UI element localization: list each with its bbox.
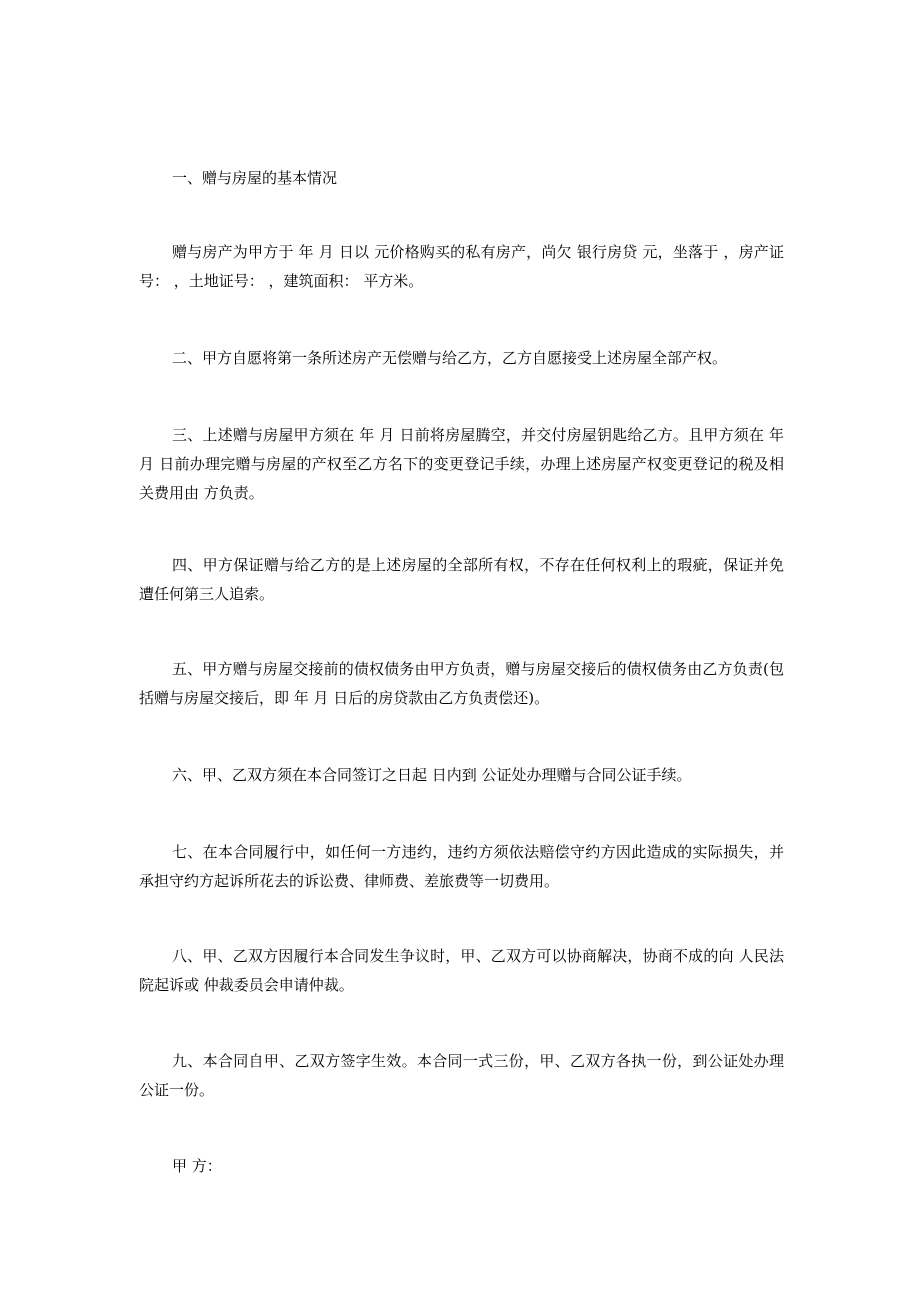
paragraph-clause-6: 六、甲、乙双方须在本合同签订之日起 日内到 公证处办理赠与合同公证手续。 bbox=[172, 766, 692, 784]
paragraph-clause-5: 五、甲方赠与房屋交接前的债权债务由甲方负责，赠与房屋交接后的债权债务由乙方负责(包括赠与房屋交接后，即 年 月 日后的房贷款由乙方负责偿还)。 bbox=[139, 660, 784, 707]
paragraph-property-details: 赠与房产为甲方于 年 月 日以 元价格购买的私有房产，尚欠 银行房贷 元，坐落于 ，房产证号： ，土地证号： ，建筑面积： 平方米。 bbox=[139, 243, 784, 290]
paragraph-clause-2: 二、甲方自愿将第一条所述房产无偿赠与给乙方，乙方自愿接受上述房屋全部产权。 bbox=[172, 349, 728, 367]
paragraph-clause-3: 三、上述赠与房屋甲方须在 年 月 日前将房屋腾空，并交付房屋钥匙给乙方。且甲方须在 年 月 日前办理完赠与房屋的产权至乙方名下的变更登记手续，办理上述房屋产权变更登记的税及相关费用由 方负责。 bbox=[139, 426, 784, 502]
section-heading-1: 一、赠与房屋的基本情况 bbox=[172, 169, 338, 187]
signature-party-a-label: 甲 方： bbox=[172, 1157, 222, 1175]
paragraph-clause-9: 九、本合同自甲、乙双方签字生效。本合同一式三份，甲、乙双方各执一份，到公证处办理公证一份。 bbox=[139, 1052, 784, 1099]
paragraph-clause-7: 七、在本合同履行中，如任何一方违约，违约方须依法赔偿守约方因此造成的实际损失，并承担守约方起诉所花去的诉讼费、律师费、差旅费等一切费用。 bbox=[139, 843, 784, 890]
paragraph-clause-8: 八、甲、乙双方因履行本合同发生争议时，甲、乙双方可以协商解决，协商不成的向 人民法院起诉或 仲裁委员会申请仲裁。 bbox=[139, 947, 784, 994]
paragraph-clause-4: 四、甲方保证赠与给乙方的是上述房屋的全部所有权，不存在任何权利上的瑕疵，保证并免遭任何第三人追索。 bbox=[139, 556, 784, 603]
